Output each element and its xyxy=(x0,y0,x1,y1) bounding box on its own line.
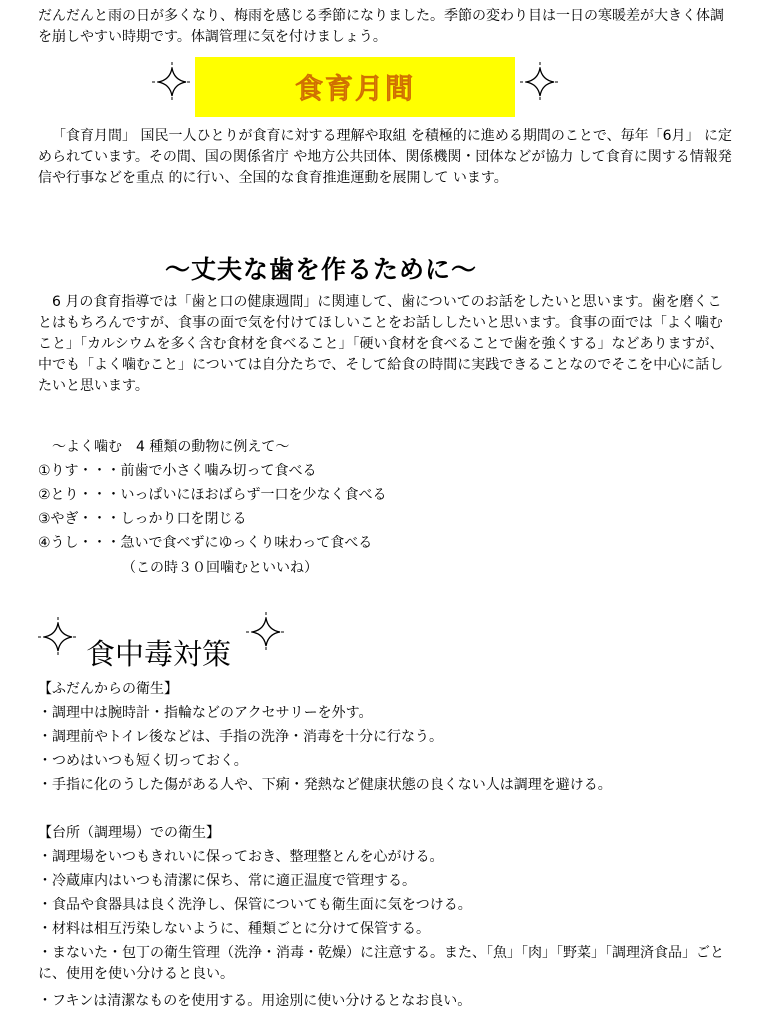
sparkle-icon xyxy=(246,612,286,652)
teeth-heading: ～丈夫な歯を作るために～ xyxy=(165,255,478,284)
list-item: ・フキンは清潔なものを使用する。用途別に使い分けるとなお良い。 xyxy=(38,993,472,1009)
list-item: ②とり・・・いっぱいにほおばらず一口を少なく食べる xyxy=(38,487,387,503)
banner-title: 食育月間 xyxy=(294,72,415,105)
list-item: ①りす・・・前歯で小さく噛み切って食べる xyxy=(38,463,317,479)
daily-title: 【ふだんからの衛生】 xyxy=(38,681,178,697)
chew-title: ～よく噛む 4 種類の動物に例えて～ xyxy=(52,439,290,455)
list-item: ・食品や食器具は良く洗浄し、保管についても衛生面に気をつける。 xyxy=(38,897,472,913)
list-item: ・手指に化のうした傷がある人や、下痢・発熱など健康状態の良くない人は調理を避ける。 xyxy=(38,777,612,793)
banner xyxy=(195,57,515,117)
list-item: ・調理前やトイレ後などは、手指の洗浄・消毒を十分に行なう。 xyxy=(38,729,444,745)
list-item: ・まないた・包丁の衛生管理（洗浄・消毒・乾燥）に注意する。また、「魚」「肉」「野菜」「調理済食品」ごとに、使用を使い分けると良い。 xyxy=(38,945,724,982)
sparkle-icon xyxy=(38,617,78,657)
food-poison-heading: 食中毒対策 xyxy=(86,637,232,671)
list-item: ④うし・・・急いで食べずにゆっくり味わって食べる xyxy=(38,535,373,551)
kitchen-title: 【台所（調理場）での衛生】 xyxy=(38,825,220,841)
list-item: ・調理場をいつもきれいに保っておき、整理整とんを心がける。 xyxy=(38,849,444,865)
sparkle-icon xyxy=(152,62,192,102)
list-item: ・冷蔵庫内はいつも清潔に保ち、常に適正温度で管理する。 xyxy=(38,873,416,889)
list-item: ③やぎ・・・しっかり口を閉じる xyxy=(38,511,247,527)
shokuiku-paragraph: 「食育月間」 国民一人ひとりが食育に対する理解や取組 を積極的に進める期間のことで、毎年「6月」 に定められています。その間、国の関係省庁 や地方公共団体、関係機関・団体などが協力 して食育に関する情報発信や行事などを重点 的に行い、全国的な食育推進運動を展開して います。 xyxy=(38,128,732,186)
list-item: ・つめはいつも短く切っておく。 xyxy=(38,753,248,769)
chew-note: （この時３０回噛むといいね） xyxy=(122,560,318,576)
sparkle-icon xyxy=(520,62,560,102)
list-item: ・材料は相互汚染しないように、種類ごとに分けて保管する。 xyxy=(38,921,430,937)
list-item: ・調理中は腕時計・指輪などのアクセサリーを外す。 xyxy=(38,705,373,721)
teeth-paragraph: 6 月の食育指導では「歯と口の健康週間」に関連して、歯についてのお話をしたいと思います。歯を磨くことはもちろんですが、食事の面で気を付けてほしいことをお話ししたいと思います。食事の面では「よく噛むこと」「カルシウムを多く含む食材を食べること」「硬い食材を食べることで歯を強くする」などありますが、中でも「よく噛むこと」については自分たちで、そして給食の時間に実践できることなのでそこを中心に話したいと思います。 xyxy=(38,294,724,394)
intro-paragraph: だんだんと雨の日が多くなり、梅雨を感じる季節になりました。季節の変わり目は一日の寒暖差が大きく体調を崩しやすい時期です。体調管理に気を付けましょう。 xyxy=(38,8,724,45)
